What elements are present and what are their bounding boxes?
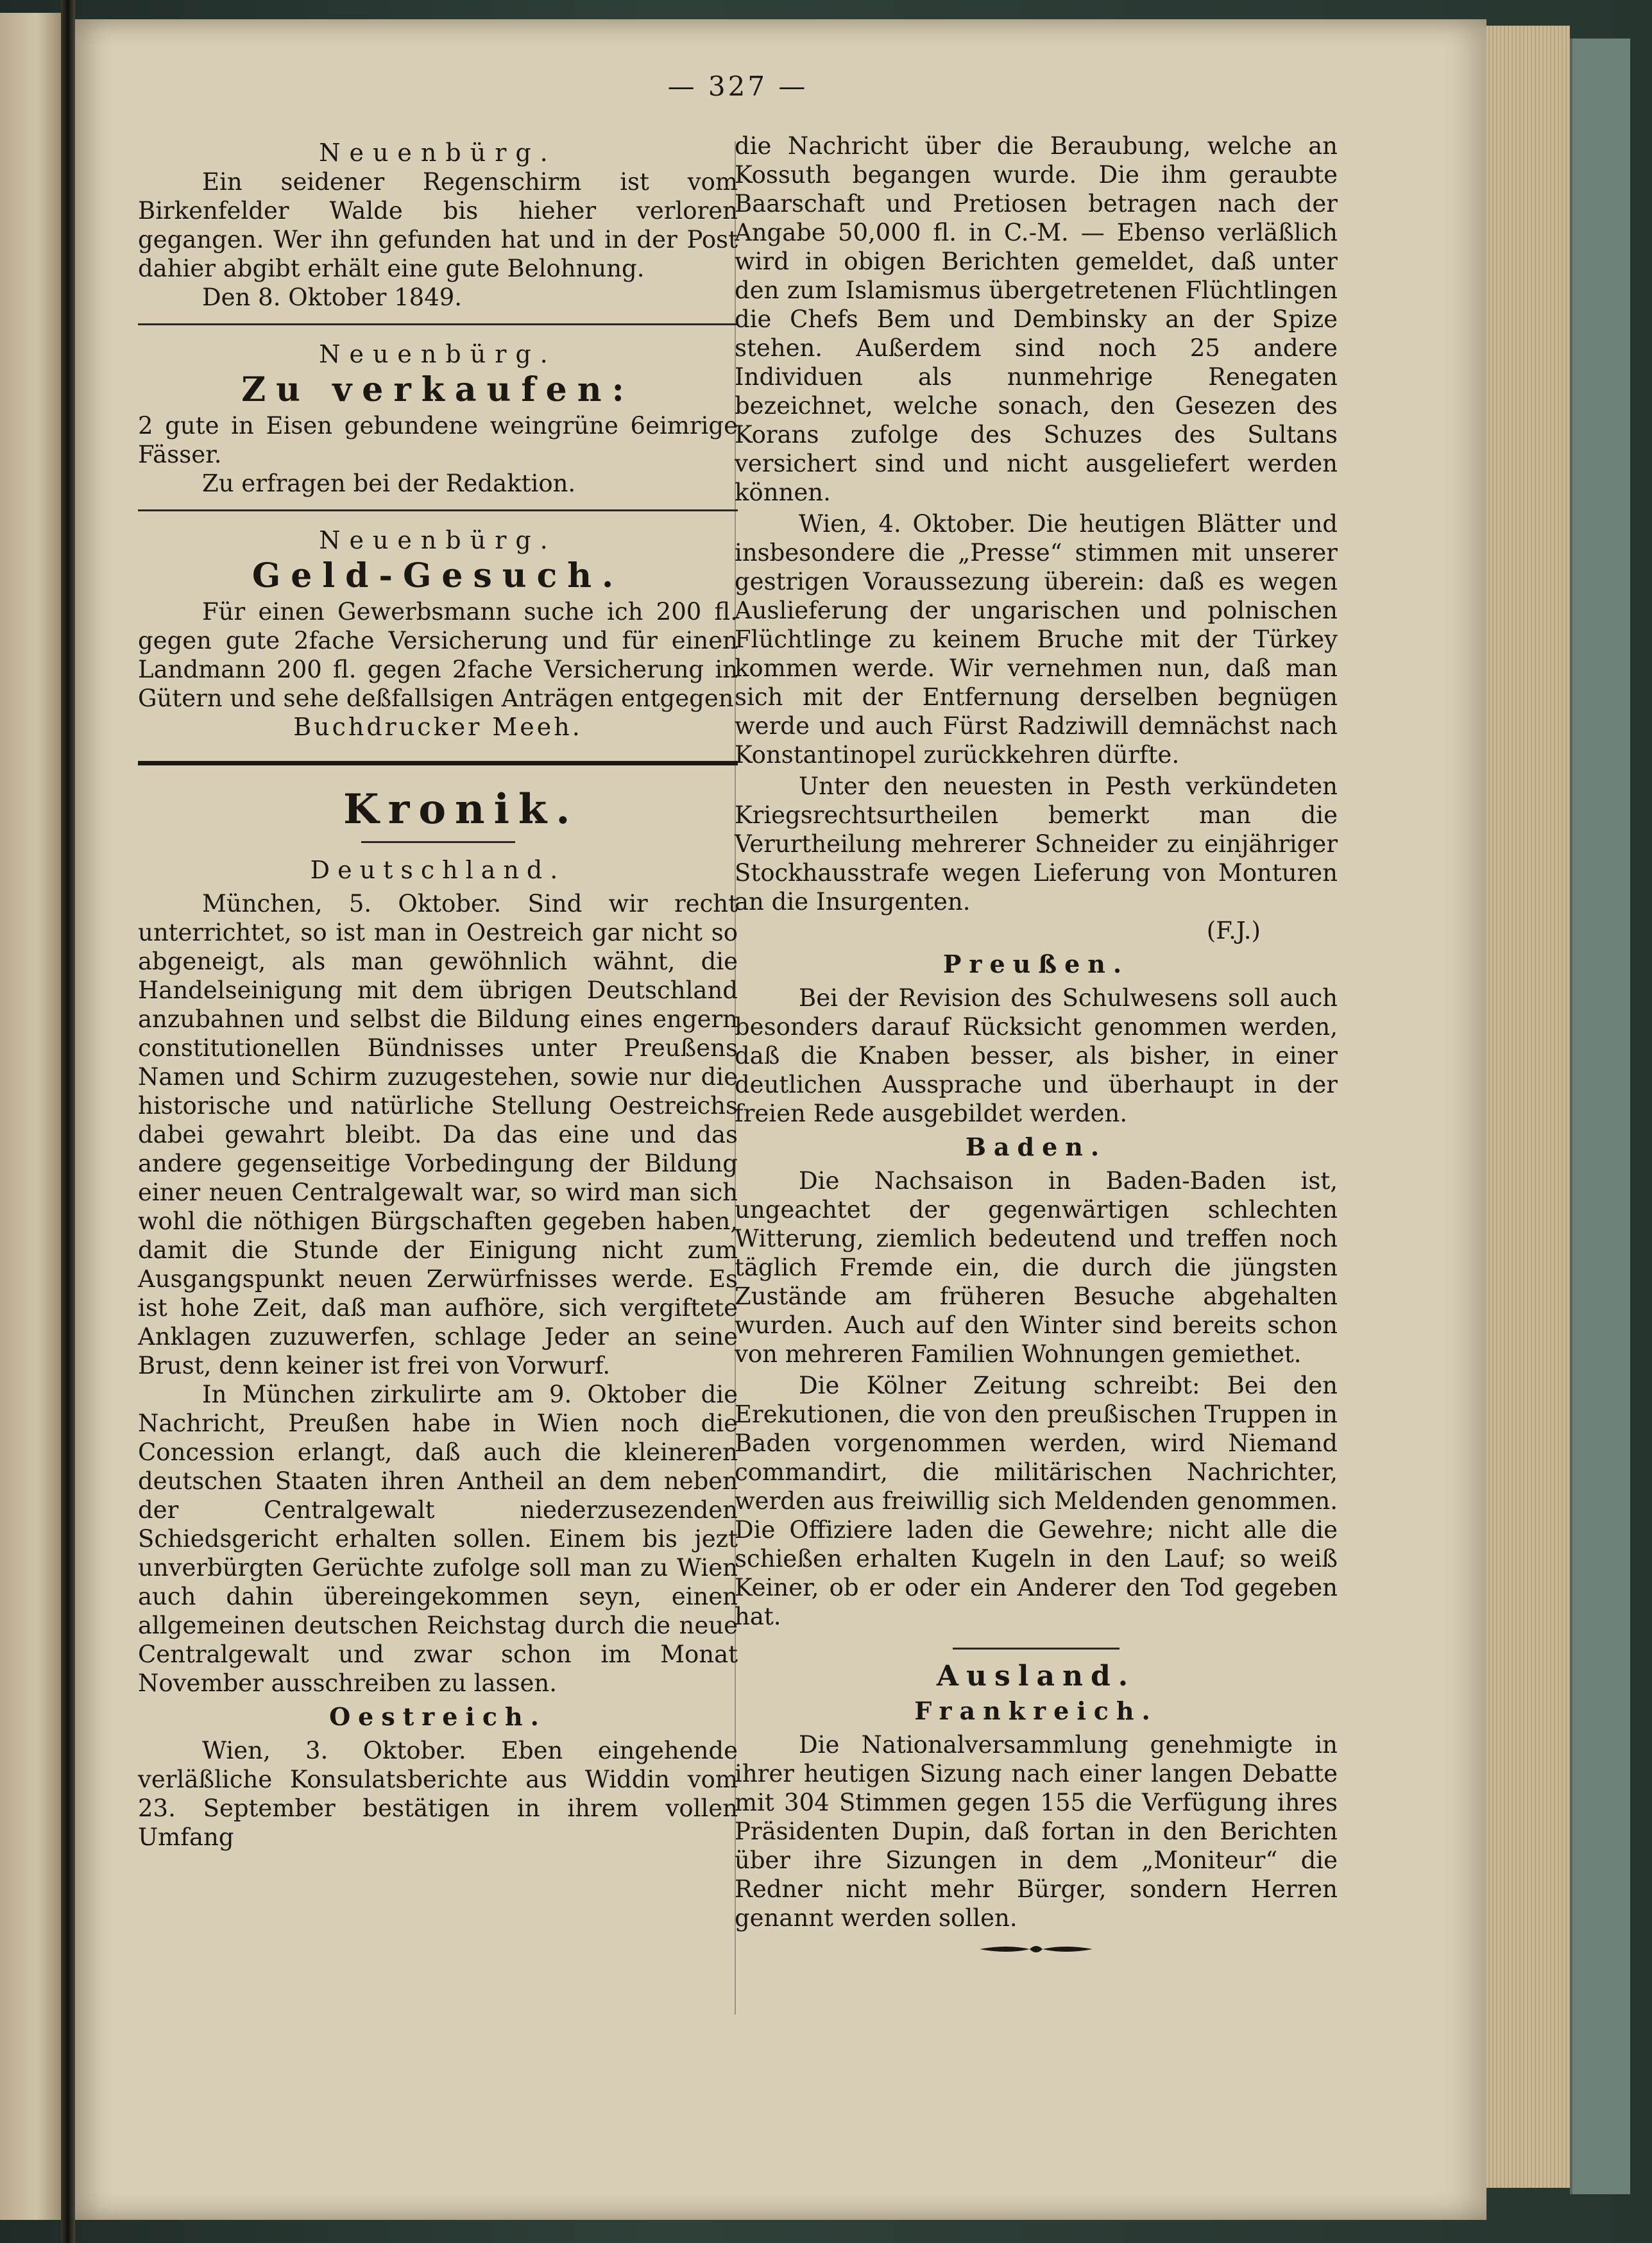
article-paragraph: München, 5. Oktober. Sind wir recht unterrichtet, so ist man in Oestreich gar nicht so abgeneigt, als man gewöhnlich wähnt, die Handelseinigung mit dem übrigen Deutschland anzubahnen und selbst die Bildung eines engern constitutionellen Bündnisses unter Preußens Namen und Schirm zuzugestehen, sowie nur die historische und natürliche Stellung Oestreichs dabei gewahrt bleibt. Da das eine und das andere gegenseitige Vorbedingung der Bildung einer neuen Centralgewalt war, so wird man sich wohl die nöthigen Bürgschaften gegeben haben, damit die Stunde der Einigung nicht zum Ausgangspunkt neuen Zerwürfnisses werde. Es ist hohe Zeit, daß man aufhöre, sich vergiftete Anklagen zuzuwerfen, schlage Jeder an seine Brust, denn keiner ist frei von Vorwurf. — [138, 890, 738, 1379]
article-paragraph: Wien, 3. Oktober. Eben eingehende verläßliche Konsulatsberichte aus Widdin vom 23. September bestätigen in ihrem vollen Umfang — [138, 1737, 738, 1851]
classified-ad-loan — [138, 525, 738, 742]
article-paragraph: Bei der Revision des Schulwesens soll auch besonders darauf Rücksicht genommen werden, daß die Knaben besser, als bisher, in einer deutlichen Aussprache und überhaupt in der freien Rede ausgebildet werden. — [735, 984, 1338, 1127]
end-ornament-icon — [978, 1941, 1094, 1957]
article-paragraph: In München zirkulirte am 9. Oktober die Nachricht, Preußen habe in Wien noch die Concession erlangt, daß auch die kleineren deutschen Staaten ihren Antheil an dem neben der Centralgewalt niederzusezenden Schiedsgericht erhalten sollen. Einem bis jezt unverbürgten Gerüchte zufolge soll man zu Wien auch dahin übereingekommen seyn, einen allgemeinen deutschen Reichstag durch die neue Centralgewalt und zwar schon im Monat November ausschreiben zu lassen. — [138, 1381, 738, 1697]
article-paragraph: Unter den neuesten in Pesth verkündeten Kriegsrechtsurtheilen bemerkt man die Verurtheilung mehrerer Schneider zu einjähriger Stockhausstrafe wegen Lieferung von Monturen an die Insurgenten. — [735, 772, 1338, 916]
ad-body: 2 gute in Eisen gebundene weingrüne 6eimrige Fässer. — [138, 412, 738, 468]
region-heading: Frankreich. — [914, 1696, 1158, 1725]
divider-rule — [138, 509, 738, 511]
region-heading: Ausland. — [936, 1660, 1136, 1693]
divider-rule — [138, 323, 738, 325]
section-rule — [138, 761, 738, 765]
title-underline — [361, 841, 515, 843]
article-paragraph: Die Nationalversammlung genehmigte in ihrer heutigen Sizung nach einer langen Debatte mit 304 Stimmen gegen 155 die Verfügung ihres Präsidenten Dupin, daß fortan in den Berichten über ihre Sizungen in dem „Moniteur“ die Redner nicht mehr Bürger, sondern Herren genannt werden sollen. — [735, 1731, 1338, 1932]
region-heading: Preußen. — [942, 950, 1130, 978]
kronik-section — [138, 787, 738, 1852]
region-heading: Oestreich. — [329, 1702, 547, 1731]
ad-note: Zu erfragen bei der Redaktion. — [202, 470, 576, 497]
right-column — [735, 132, 1338, 1957]
ad-body: Für einen Gewerbsmann suche ich 200 fl. gegen gute 2fache Versicherung und für einen Landmann 200 fl. gegen 2fache Versicherung in Gütern und sehe deßfallsigen Anträgen entgegen — [138, 598, 738, 712]
ad-place: Neuenbürg. — [319, 340, 557, 368]
article-paragraph: Wien, 4. Oktober. Die heutigen Blätter und insbesondere die „Presse“ stimmen mit unserer gestrigen Voraussezung überein: daß es wegen Auslieferung der ungarischen und polnischen Flüchtlinge zu keinem Bruche mit der Türkey kommen werde. Wir vernehmen nun, daß man sich mit der Entfernung derselben begnügen werde und auch Fürst Radziwill demnächst nach Konstantinopel zurückkehren dürfte. — [735, 510, 1338, 769]
ad-place: Neuenbürg. — [319, 139, 557, 167]
article-paragraph: Die Kölner Zeitung schreibt: Bei den Erekutionen, die von den preußischen Truppen in Baden vorgenommen werden, wird Niemand commandirt, die militärischen Nachrichter, werden aus freiwillig sich Meldenden genommen. Die Offiziere laden die Gewehre; nicht alle die schießen erhalten Kugeln in den Lauf; so weiß Keiner, ob er oder ein Anderer den Tod gegeben hat. — [735, 1372, 1338, 1630]
ad-signature: Buchdrucker Meeh. — [293, 713, 583, 741]
page-block-edges — [1486, 26, 1570, 2188]
region-heading: Deutschland. — [310, 856, 566, 884]
left-column — [138, 138, 738, 1852]
section-title: Kronik. — [343, 785, 579, 833]
classified-ad-umbrella — [138, 138, 738, 312]
article-source: (F.J.) — [1206, 917, 1261, 944]
facing-page-edge — [0, 13, 61, 2220]
article-paragraph: Die Nachsaison in Baden-Baden ist, ungeachtet der gegenwärtigen schlechten Witterung, ziemlich bedeutend und treffen noch täglich Fremde ein, die durch die jüngsten Zustände am früheren Besuche abgehalten wurden. Auch auf den Winter sind bereits schon von mehreren Familien Wohnungen gemiethet. — [735, 1167, 1338, 1368]
page-number: — 327 — — [667, 71, 808, 102]
divider-rule — [953, 1648, 1120, 1650]
book-gutter — [61, 0, 75, 2243]
ad-headline: Geld-Gesuch. — [251, 556, 624, 595]
ad-body: Ein seidener Regenschirm ist vom Birkenfelder Walde bis hieher verloren gegangen. Wer ihn gefunden hat und in der Post dahier abgibt erhält eine gute Belohnung. — [138, 168, 738, 282]
ad-headline: Zu verkaufen: — [241, 370, 634, 409]
article-paragraph: die Nachricht über die Beraubung, welche an Kossuth begangen wurde. Die ihm geraubte Baarschaft und Pretiosen betragen nach der Angabe 50,000 fl. in C.-M. — Ebenso verläßlich wird in obigen Berichten gemeldet, daß unter den zum Islamismus übergetretenen Flüchtlingen die Chefs Bem und Dembinsky an der Spize stehen. Außerdem sind noch 25 andere Individuen als nunmehrige Renegaten bezeichnet, welche sonach, den Gesezen des Korans zufolge des Schuzes des Sultans versichert sind und nicht ausgeliefert werden können. — [735, 132, 1338, 506]
region-heading: Baden. — [965, 1132, 1107, 1161]
ad-date: Den 8. Oktober 1849. — [202, 284, 463, 311]
book-cover-edge — [1570, 38, 1630, 2194]
ad-place: Neuenbürg. — [319, 526, 557, 554]
classified-ad-sale — [138, 339, 738, 498]
